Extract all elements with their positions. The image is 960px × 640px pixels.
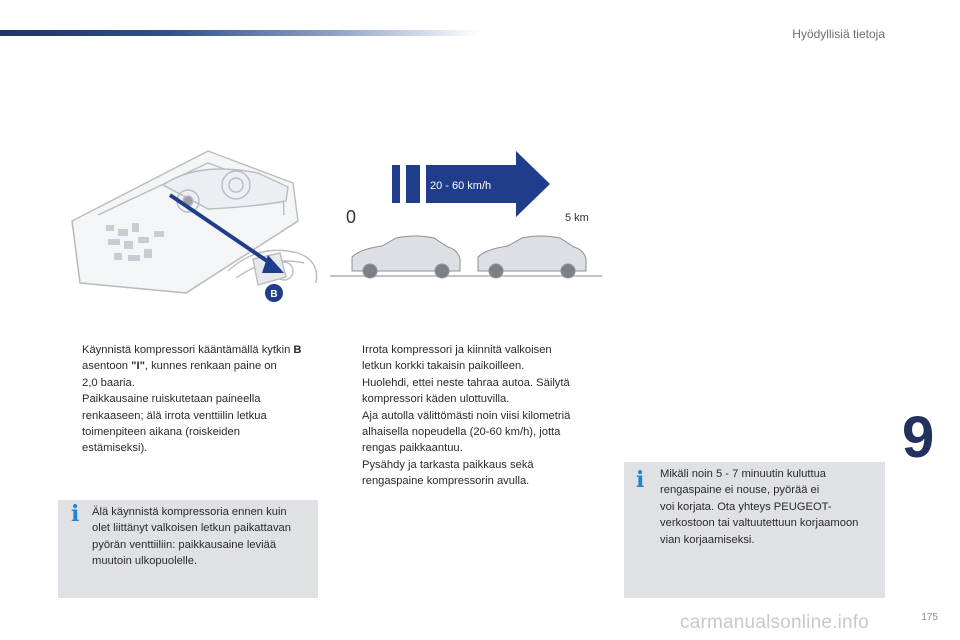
- instruction-drive: Aja autolla välittömästi noin viisi kilometriä alhaisella nopeudella (20-60 km/h), jotta rengas paikkaantuu.: [362, 409, 571, 455]
- instruction-disconnect: Irrota kompressori ja kiinnitä valkoisen letkun korkki takaisin paikoilleen. Huolehdi, ettei neste tahraa autoa. Säilytä kompressori käden ulottuvilla.: [362, 344, 570, 406]
- car-right: [478, 236, 586, 278]
- speed-range-text: 20 - 60 km/h: [430, 180, 492, 192]
- label-b: B: [270, 289, 278, 300]
- chapter-number: 9: [902, 405, 935, 470]
- section-title: Hyödyllisiä tietoja: [792, 27, 885, 41]
- instructions-column-2: [340, 342, 605, 490]
- end-distance-label: 5 km: [565, 212, 589, 224]
- info-icon: i: [71, 501, 80, 527]
- page-number: 175: [921, 612, 938, 623]
- info-icon: i: [636, 467, 645, 493]
- driving-diagram: [330, 143, 610, 293]
- instruction-check: Pysähdy ja tarkasta paikkaus sekä rengaspaine kompressorin avulla.: [362, 458, 534, 488]
- info-box-hose-warning: i Älä käynnistä kompressoria ennen kuin olet liittänyt valkoisen letkun paikattavan pyörän venttiiliin: paikkausaine leviää muutoin ulkopuolelle.: [58, 500, 318, 598]
- watermark: carmanualsonline.info: [680, 612, 870, 633]
- header-accent-bar: [0, 30, 480, 36]
- info-box-pressure-failure: i Mikäli noin 5 - 7 minuutin kuluttua rengaspaine ei nouse, pyörää ei voi korjata. Ota yhteys PEUGEOT- verkostoon tai valtuutettuun korjaamoon vian korjaamiseksi.: [624, 462, 885, 598]
- start-distance-label: 0: [346, 207, 357, 227]
- car-left: [352, 236, 460, 278]
- instruction-start-compressor: Käynnistä kompressori kääntämällä kytkin B asentoon "I", kunnes renkaan paine on 2,0 baaria. Paikkausaine ruiskutetaan paineella renkaaseen; älä irrota venttiilin letkua toimenpiteen aikana (roiskeiden estämiseksi).: [82, 344, 302, 455]
- instructions-column-1: [60, 342, 322, 457]
- compressor-illustration: [58, 143, 320, 313]
